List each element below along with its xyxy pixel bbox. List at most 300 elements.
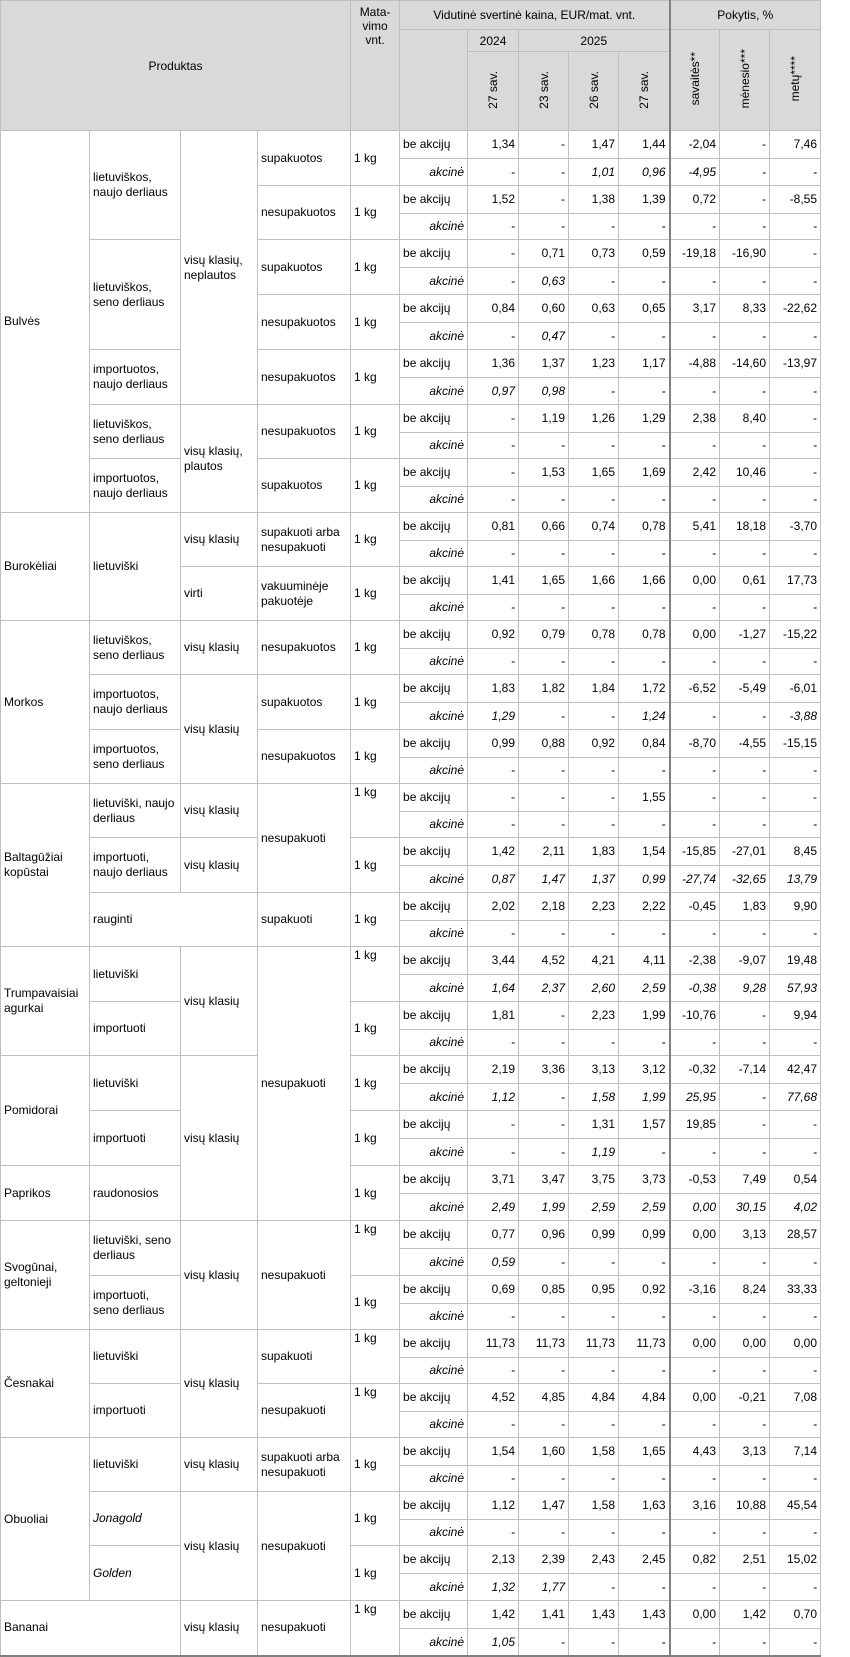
price-value: - (619, 1573, 670, 1601)
change-value: 0,00 (670, 621, 720, 649)
header-change-month: mėnesio*** (720, 30, 770, 131)
price-value: 1,65 (619, 1438, 670, 1466)
price-value: 1,82 (519, 675, 569, 703)
product-attribute: nesupakuotos (258, 730, 351, 784)
price-value: - (468, 405, 519, 433)
price-value: 2,19 (468, 1056, 519, 1084)
change-value: -27,74 (670, 865, 720, 893)
price-value: 0,79 (519, 621, 569, 649)
unit-cell: 1 kg (351, 459, 400, 513)
unit-cell: 1 kg (351, 513, 400, 567)
product-attribute: importuoti, seno derliaus (90, 1276, 181, 1330)
change-value: - (670, 1465, 720, 1492)
price-value: - (569, 267, 619, 295)
change-value: - (670, 540, 720, 567)
unit-cell: 1 kg (351, 1438, 400, 1492)
change-value: -6,01 (770, 675, 821, 703)
price-value: - (569, 1303, 619, 1330)
price-value: - (519, 486, 569, 513)
price-value: - (619, 1357, 670, 1384)
price-value: 1,42 (468, 1601, 519, 1629)
change-value: 18,18 (720, 513, 770, 541)
price-value: 0,98 (519, 377, 569, 405)
product-attribute: visų klasių (181, 784, 258, 838)
product-name: Baltagūžiai kopūstai (1, 784, 90, 947)
change-value: - (670, 377, 720, 405)
unit-cell: 1 kg (351, 405, 400, 459)
table-row (1, 1276, 821, 1304)
change-value: - (670, 1138, 720, 1166)
price-value: 1,52 (468, 186, 519, 214)
product-attribute: nesupakuotos (258, 621, 351, 675)
price-value: - (519, 186, 569, 214)
price-value: - (569, 213, 619, 240)
change-value: - (720, 1111, 770, 1139)
price-value: - (569, 1029, 619, 1056)
price-value: - (468, 486, 519, 513)
price-value: - (619, 1138, 670, 1166)
price-value: - (619, 540, 670, 567)
price-type: akcinė (400, 1465, 468, 1492)
product-attribute: virti (181, 567, 258, 621)
unit-cell: 1 kg (351, 1546, 400, 1601)
change-value: 2,38 (670, 405, 720, 433)
price-value: 3,47 (519, 1166, 569, 1194)
unit-cell: 1 kg (351, 1221, 400, 1276)
price-value: 1,84 (569, 675, 619, 703)
change-value: -0,21 (720, 1384, 770, 1412)
price-value: - (519, 158, 569, 186)
price-value: 0,92 (569, 730, 619, 758)
change-value: - (770, 322, 821, 350)
product-attribute: nesupakuoti (258, 947, 351, 1221)
price-value: - (619, 432, 670, 459)
price-value: 1,01 (569, 158, 619, 186)
change-value: -0,32 (670, 1056, 720, 1084)
price-value: 1,43 (619, 1601, 670, 1629)
product-attribute: lietuviški, naujo derliaus (90, 784, 181, 838)
price-value: - (468, 811, 519, 838)
price-type: be akcijų (400, 513, 468, 541)
price-value: 1,26 (569, 405, 619, 433)
change-value: - (670, 702, 720, 730)
price-type: akcinė (400, 1029, 468, 1056)
change-value: 7,49 (720, 1166, 770, 1194)
change-value: - (770, 405, 821, 433)
product-attribute: lietuviški (90, 513, 181, 621)
table-body (1, 131, 821, 1656)
price-value: - (569, 757, 619, 784)
price-value: 2,18 (519, 893, 569, 921)
change-value: - (720, 1519, 770, 1546)
price-value: - (468, 1138, 519, 1166)
price-type: akcinė (400, 1573, 468, 1601)
table-row (1, 1601, 821, 1629)
change-value: - (770, 486, 821, 513)
price-value: - (519, 131, 569, 159)
change-value: 10,46 (720, 459, 770, 487)
price-type: akcinė (400, 432, 468, 459)
price-value: - (468, 267, 519, 295)
table-row (1, 947, 821, 975)
unit-cell: 1 kg (351, 131, 400, 186)
change-value: - (770, 811, 821, 838)
change-value: - (670, 784, 720, 812)
price-type: akcinė (400, 377, 468, 405)
price-value: 0,66 (519, 513, 569, 541)
price-value: - (468, 540, 519, 567)
table-row (1, 1492, 821, 1520)
price-value: - (519, 540, 569, 567)
change-value: - (720, 186, 770, 214)
price-type: be akcijų (400, 893, 468, 921)
change-value: - (720, 702, 770, 730)
price-type: akcinė (400, 594, 468, 621)
price-type: be akcijų (400, 1546, 468, 1574)
change-value: 9,90 (770, 893, 821, 921)
price-value: 1,24 (619, 702, 670, 730)
price-value: - (619, 811, 670, 838)
table-row (1, 1056, 821, 1084)
unit-cell: 1 kg (351, 1276, 400, 1330)
change-value: 9,94 (770, 1002, 821, 1030)
price-value: - (468, 1357, 519, 1384)
price-type: akcinė (400, 1411, 468, 1438)
change-value: - (670, 1573, 720, 1601)
product-name: Česnakai (1, 1330, 90, 1438)
unit-cell: 1 kg (351, 784, 400, 838)
table-row (1, 1384, 821, 1412)
header-year-2025: 2025 (519, 30, 670, 52)
price-value: 2,49 (468, 1193, 519, 1221)
price-value: 0,60 (519, 295, 569, 323)
price-type: akcinė (400, 540, 468, 567)
change-value: 33,33 (770, 1276, 821, 1304)
change-value: - (770, 377, 821, 405)
price-value: 0,92 (619, 1276, 670, 1304)
product-attribute: importuotos, naujo derliaus (90, 350, 181, 405)
change-value: 42,47 (770, 1056, 821, 1084)
change-value: - (670, 213, 720, 240)
price-value: 1,43 (569, 1601, 619, 1629)
product-attribute: nesupakuoti (258, 784, 351, 893)
price-value: - (468, 158, 519, 186)
product-attribute: lietuviškos, seno derliaus (90, 621, 181, 675)
change-value: 77,68 (770, 1083, 821, 1111)
price-value: 1,66 (569, 567, 619, 595)
change-value: -10,76 (670, 1002, 720, 1030)
price-value: - (519, 1111, 569, 1139)
change-value: - (670, 1303, 720, 1330)
change-value: 0,00 (670, 567, 720, 595)
price-value: - (468, 213, 519, 240)
header-avg-price: Vidutinė svertinė kaina, EUR/mat. vnt. (400, 1, 670, 30)
change-value: 9,28 (720, 974, 770, 1002)
price-type: be akcijų (400, 567, 468, 595)
price-value: 0,47 (519, 322, 569, 350)
product-attribute: visų klasių (181, 1492, 258, 1601)
change-value: 7,08 (770, 1384, 821, 1412)
change-value: -0,53 (670, 1166, 720, 1194)
price-value: 1,57 (619, 1111, 670, 1139)
change-value: -15,15 (770, 730, 821, 758)
header-change-year: metų**** (770, 30, 821, 131)
change-value: - (670, 1248, 720, 1276)
change-value: 0,00 (670, 1601, 720, 1629)
price-value: 1,58 (569, 1438, 619, 1466)
change-value: - (770, 594, 821, 621)
unit-cell: 1 kg (351, 240, 400, 295)
change-value: -3,70 (770, 513, 821, 541)
price-value: 4,84 (569, 1384, 619, 1412)
price-value: 0,97 (468, 377, 519, 405)
price-value: - (619, 377, 670, 405)
change-value: - (770, 648, 821, 675)
product-attribute: nesupakuotos (258, 405, 351, 459)
product-attribute: Jonagold (90, 1492, 181, 1546)
change-value: -16,90 (720, 240, 770, 268)
price-value: - (569, 486, 619, 513)
price-value: 1,37 (569, 865, 619, 893)
price-value: 3,44 (468, 947, 519, 975)
change-value: - (770, 540, 821, 567)
price-value: 1,19 (569, 1138, 619, 1166)
price-type: akcinė (400, 1519, 468, 1546)
change-value: 13,79 (770, 865, 821, 893)
price-value: 2,37 (519, 974, 569, 1002)
price-value: 2,02 (468, 893, 519, 921)
change-value: -22,62 (770, 295, 821, 323)
product-attribute: visų klasių (181, 675, 258, 784)
change-value: 0,82 (670, 1546, 720, 1574)
product-attribute: visų klasių (181, 1221, 258, 1330)
price-type: akcinė (400, 1138, 468, 1166)
price-value: 1,36 (468, 350, 519, 378)
product-name: Trumpavaisiai agurkai (1, 947, 90, 1056)
change-value: 0,00 (670, 1221, 720, 1249)
price-value: 1,29 (468, 702, 519, 730)
price-value: 1,69 (619, 459, 670, 487)
change-value: - (720, 158, 770, 186)
price-value: - (619, 594, 670, 621)
unit-cell: 1 kg (351, 1166, 400, 1221)
product-name: Burokėliai (1, 513, 90, 621)
table-row (1, 1166, 821, 1194)
price-value: 4,52 (519, 947, 569, 975)
price-value: - (519, 1138, 569, 1166)
change-value: 19,48 (770, 947, 821, 975)
change-value: - (770, 1357, 821, 1384)
price-type: akcinė (400, 920, 468, 947)
price-value: 0,88 (519, 730, 569, 758)
price-value: 0,59 (468, 1248, 519, 1276)
price-value: - (619, 648, 670, 675)
price-value: 0,99 (619, 865, 670, 893)
price-value: 0,63 (569, 295, 619, 323)
price-value: 2,59 (569, 1193, 619, 1221)
change-value: 5,41 (670, 513, 720, 541)
price-value: 0,78 (619, 621, 670, 649)
change-value: 8,33 (720, 295, 770, 323)
change-value: - (720, 1628, 770, 1656)
product-attribute: supakuotos (258, 240, 351, 295)
product-attribute: lietuviškos, naujo derliaus (90, 131, 181, 240)
price-type: akcinė (400, 811, 468, 838)
price-value: 0,81 (468, 513, 519, 541)
product-attribute: nesupakuoti (258, 1221, 351, 1330)
price-value: 3,36 (519, 1056, 569, 1084)
change-value: - (720, 432, 770, 459)
change-value: 8,45 (770, 838, 821, 866)
product-attribute: importuoti (90, 1002, 181, 1056)
price-type: be akcijų (400, 1111, 468, 1139)
price-value: 0,78 (569, 621, 619, 649)
table-row (1, 621, 821, 649)
product-attribute: lietuviškos, seno derliaus (90, 240, 181, 350)
change-value: - (720, 920, 770, 947)
product-attribute: raudonosios (90, 1166, 181, 1221)
price-type: akcinė (400, 1193, 468, 1221)
change-value: - (770, 432, 821, 459)
price-type: be akcijų (400, 405, 468, 433)
change-value: -8,70 (670, 730, 720, 758)
price-value: - (569, 594, 619, 621)
change-value: - (720, 594, 770, 621)
table-row (1, 459, 821, 487)
product-attribute: supakuotos (258, 459, 351, 513)
change-value: - (720, 1083, 770, 1111)
price-value: 2,23 (569, 893, 619, 921)
change-value: - (670, 1628, 720, 1656)
change-value: -13,97 (770, 350, 821, 378)
product-attribute: visų klasių (181, 1330, 258, 1438)
unit-cell: 1 kg (351, 1330, 400, 1384)
product-attribute: visų klasių (181, 838, 258, 893)
change-value: 4,02 (770, 1193, 821, 1221)
price-value: - (569, 432, 619, 459)
change-value: - (770, 1519, 821, 1546)
change-value: - (670, 594, 720, 621)
price-value: - (519, 1083, 569, 1111)
change-value: - (770, 459, 821, 487)
change-value: -8,55 (770, 186, 821, 214)
change-value: - (720, 648, 770, 675)
price-value: - (519, 432, 569, 459)
price-value: 1,44 (619, 131, 670, 159)
change-value: 3,16 (670, 1492, 720, 1520)
change-value: - (670, 757, 720, 784)
price-value: 3,71 (468, 1166, 519, 1194)
price-value: - (519, 784, 569, 812)
change-value: - (720, 757, 770, 784)
price-value: 1,99 (619, 1002, 670, 1030)
product-attribute: lietuviškos, seno derliaus (90, 405, 181, 459)
price-value: - (468, 920, 519, 947)
price-type: be akcijų (400, 1384, 468, 1412)
table-header (1, 1, 821, 131)
price-value: 1,47 (569, 131, 619, 159)
change-value: -19,18 (670, 240, 720, 268)
change-value: - (670, 432, 720, 459)
change-value: - (670, 486, 720, 513)
price-value: - (519, 648, 569, 675)
price-value: - (569, 784, 619, 812)
unit-cell: 1 kg (351, 1384, 400, 1438)
change-value: -5,49 (720, 675, 770, 703)
product-attribute: lietuviški (90, 1056, 181, 1111)
change-value: - (670, 267, 720, 295)
price-value: - (569, 1573, 619, 1601)
price-value: 4,21 (569, 947, 619, 975)
price-type: akcinė (400, 1628, 468, 1656)
header-week-2024-27: 27 sav. (468, 52, 519, 131)
price-value: - (519, 213, 569, 240)
change-value: - (770, 267, 821, 295)
price-value: - (619, 1029, 670, 1056)
price-value: 0,84 (468, 295, 519, 323)
table-row (1, 1002, 821, 1030)
price-value: 1,42 (468, 838, 519, 866)
change-value: 0,00 (670, 1193, 720, 1221)
change-value: 0,72 (670, 186, 720, 214)
price-value: - (519, 1519, 569, 1546)
product-attribute: lietuviški, seno derliaus (90, 1221, 181, 1276)
product-attribute: visų klasių (181, 621, 258, 675)
unit-cell: 1 kg (351, 186, 400, 240)
table-row (1, 240, 821, 268)
price-value: 1,17 (619, 350, 670, 378)
price-value: 2,45 (619, 1546, 670, 1574)
change-value: - (670, 1029, 720, 1056)
price-type: akcinė (400, 757, 468, 784)
price-value: 0,63 (519, 267, 569, 295)
product-attribute: visų klasių, plautos (181, 405, 258, 513)
price-value: 0,99 (468, 730, 519, 758)
change-value: - (670, 920, 720, 947)
price-value: 1,81 (468, 1002, 519, 1030)
change-value: - (720, 1303, 770, 1330)
price-value: - (468, 432, 519, 459)
change-value: 8,40 (720, 405, 770, 433)
price-value: 2,13 (468, 1546, 519, 1574)
product-name: Paprikos (1, 1166, 90, 1221)
change-value: - (770, 1303, 821, 1330)
price-value: - (519, 1002, 569, 1030)
price-value: - (468, 459, 519, 487)
header-produktas: Produktas (1, 1, 351, 131)
price-value: 0,96 (519, 1221, 569, 1249)
price-value: 11,73 (619, 1330, 670, 1358)
change-value: -32,65 (720, 865, 770, 893)
price-type: akcinė (400, 213, 468, 240)
change-value: - (670, 1357, 720, 1384)
product-attribute: visų klasių, neplautos (181, 131, 258, 405)
price-type: akcinė (400, 1248, 468, 1276)
price-value: 0,73 (569, 240, 619, 268)
change-value: - (670, 811, 720, 838)
price-value: - (569, 1411, 619, 1438)
change-value: - (770, 1029, 821, 1056)
price-value: 0,71 (519, 240, 569, 268)
product-attribute: importuoti (90, 1384, 181, 1438)
change-value: - (720, 1248, 770, 1276)
price-value: 1,12 (468, 1492, 519, 1520)
change-value: 0,61 (720, 567, 770, 595)
product-attribute: importuotos, naujo derliaus (90, 459, 181, 513)
product-attribute: vakuuminėje pakuotėje (258, 567, 351, 621)
price-value: 1,41 (519, 1601, 569, 1629)
price-value: 0,85 (519, 1276, 569, 1304)
